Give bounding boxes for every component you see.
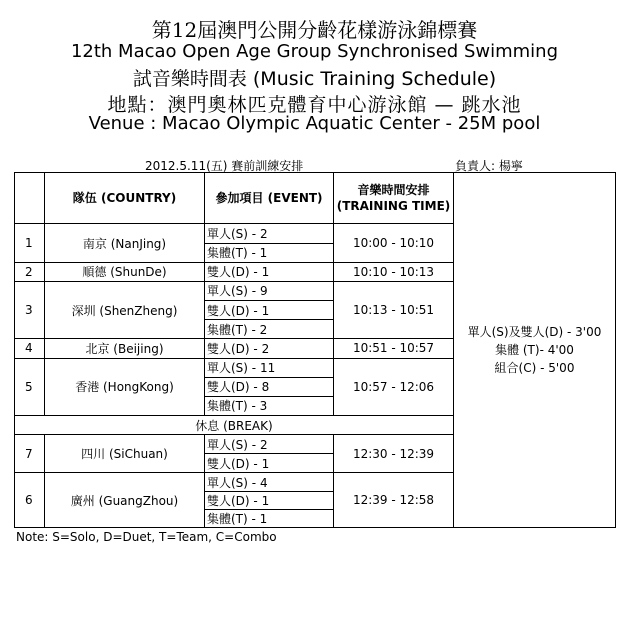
- header-country: 隊伍 (COUNTRY): [45, 173, 205, 224]
- training-time: 10:57 - 12:06: [334, 358, 454, 415]
- training-time: 10:13 - 10:51: [334, 281, 454, 338]
- team-name: 四川 (SiChuan): [45, 435, 205, 473]
- row-number: 2: [15, 262, 45, 281]
- team-name: 北京 (Beijing): [45, 339, 205, 358]
- event-entry: 單人(S) - 2: [205, 224, 334, 243]
- schedule-table: [14, 172, 616, 528]
- header-event: 參加項目 (EVENT): [205, 173, 334, 224]
- event-entry: 集體(T) - 1: [205, 243, 334, 262]
- training-time: 10:51 - 10:57: [334, 339, 454, 358]
- responsible-person: 負責人: 楊寧: [455, 159, 523, 173]
- schedule-subtitle: 試音樂時間表 (Music Training Schedule): [132, 68, 497, 90]
- row-number: 3: [15, 281, 45, 338]
- team-name: 香港 (HongKong): [45, 358, 205, 415]
- venue-english: Venue : Macao Olympic Aquatic Center - 25M pool: [88, 113, 541, 134]
- break-label: 休息 (BREAK): [15, 415, 454, 434]
- event-entry: 雙人(D) - 8: [205, 377, 334, 396]
- event-entry: 單人(S) - 2: [205, 435, 334, 454]
- training-time: 12:30 - 12:39: [334, 435, 454, 473]
- duration-notes: [454, 173, 616, 528]
- row-number: 1: [15, 224, 45, 262]
- row-number: 6: [15, 473, 45, 528]
- event-entry: 單人(S) - 9: [205, 281, 334, 300]
- event-entry: 集體(T) - 1: [205, 509, 334, 527]
- duration-solo-duet: 單人(S)及雙人(D) - 3'00: [467, 325, 602, 339]
- venue-chinese: 地點：澳門奧林匹克體育中心游泳館 — 跳水池: [107, 94, 522, 116]
- event-entry: 單人(S) - 4: [205, 473, 334, 491]
- event-entry: 雙人(D) - 1: [205, 491, 334, 509]
- event-entry: 雙人(D) - 2: [205, 339, 334, 358]
- row-number: 4: [15, 339, 45, 358]
- team-name: 南京 (NanJing): [45, 224, 205, 262]
- team-name: 順德 (ShunDe): [45, 262, 205, 281]
- duration-team: 集體 (T)- 4'00: [495, 343, 574, 357]
- duration-combo: 組合(C) - 5'00: [494, 361, 575, 375]
- training-time: 12:39 - 12:58: [334, 473, 454, 528]
- title-chinese: 第12屆澳門公開分齡花樣游泳錦標賽: [151, 18, 478, 42]
- row-number: 7: [15, 435, 45, 473]
- event-entry: 雙人(D) - 1: [205, 262, 334, 281]
- event-entry: 集體(T) - 3: [205, 396, 334, 415]
- event-entry: 集體(T) - 2: [205, 320, 334, 339]
- header-row: [15, 173, 616, 224]
- team-name: 深圳 (ShenZheng): [45, 281, 205, 338]
- event-entry: 雙人(D) - 1: [205, 301, 334, 320]
- row-number: 5: [15, 358, 45, 415]
- training-time: 10:00 - 10:10: [334, 224, 454, 262]
- title-english: 12th Macao Open Age Group Synchronised Swimming: [70, 41, 559, 62]
- event-entry: 雙人(D) - 1: [205, 454, 334, 473]
- team-name: 廣州 (GuangZhou): [45, 473, 205, 528]
- header-time: 音樂時間安排 (TRAINING TIME): [334, 173, 454, 224]
- footnote: Note: S=Solo, D=Duet, T=Team, C=Combo: [16, 530, 277, 544]
- training-time: 10:10 - 10:13: [334, 262, 454, 281]
- event-entry: 單人(S) - 11: [205, 358, 334, 377]
- header-num: [15, 173, 45, 224]
- date-line: 2012.5.11(五) 賽前訓練安排: [145, 159, 304, 173]
